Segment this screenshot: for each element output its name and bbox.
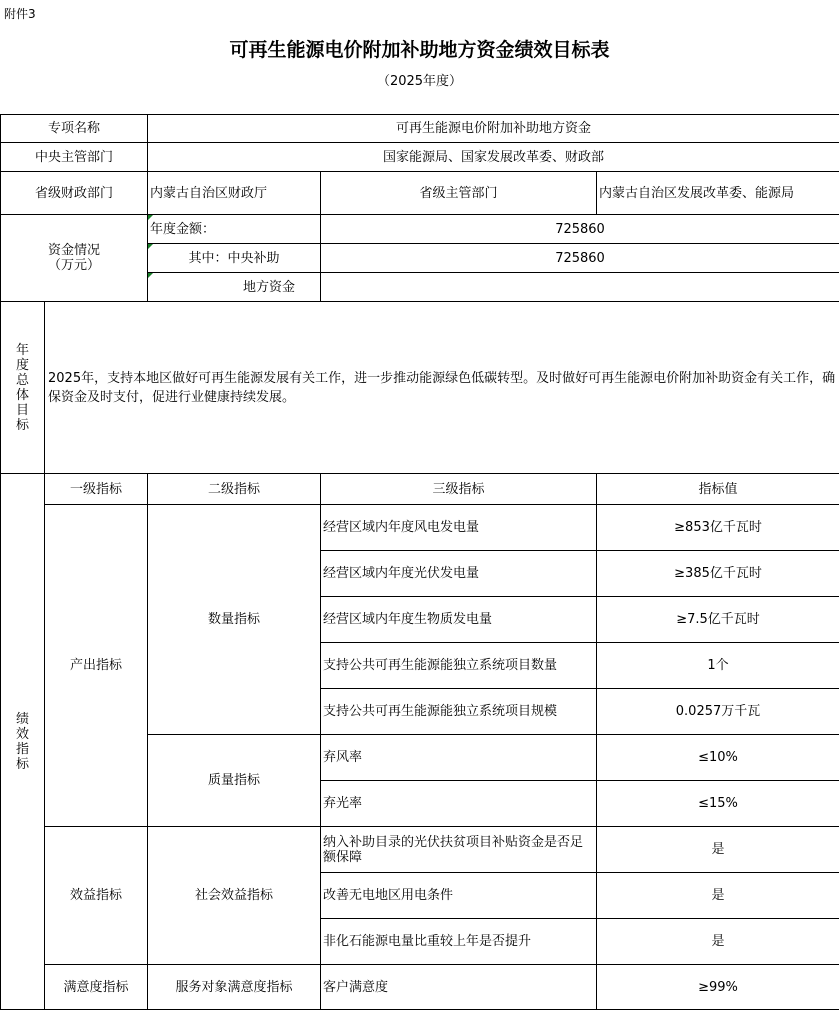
perf-char: 绩 <box>15 711 29 727</box>
goal-char: 目 <box>15 402 29 418</box>
quantity-indicator: 数量指标 <box>148 505 321 735</box>
project-name-label: 专项名称 <box>1 115 148 143</box>
funds-label-line1: 资金情况 <box>48 243 101 258</box>
central-dept-label: 中央主管部门 <box>1 143 148 172</box>
output-indicator: 产出指标 <box>45 505 148 827</box>
indicator-value: ≥385亿千瓦时 <box>597 551 839 597</box>
indicator-value: ≥99% <box>597 965 839 1010</box>
central-dept-value: 国家能源局、国家发展改革委、财政部 <box>148 143 839 172</box>
indicator-name: 支持公共可再生能源能独立系统项目规模 <box>321 689 597 735</box>
social-benefit-indicator: 社会效益指标 <box>148 827 321 965</box>
page-title: 可再生能源电价附加补助地方资金绩效目标表 <box>229 39 610 61</box>
performance-target-table <box>0 114 839 1010</box>
indicator-name: 纳入补助目录的光伏扶贫项目补贴资金是否足额保障 <box>321 827 597 873</box>
indicator-value: ≥853亿千瓦时 <box>597 505 839 551</box>
indicator-value: 是 <box>597 827 839 873</box>
performance-label <box>1 474 45 1010</box>
central-subsidy-value: 725860 <box>321 244 839 273</box>
satisfaction-indicator: 满意度指标 <box>45 965 148 1010</box>
indicator-value: ≥7.5亿千瓦时 <box>597 597 839 643</box>
goal-char: 总 <box>15 372 29 388</box>
indicator-value: 是 <box>597 873 839 919</box>
indicator-value: 0.0257万千瓦 <box>597 689 839 735</box>
header-level1: 一级指标 <box>45 474 148 505</box>
goal-char: 度 <box>15 357 29 373</box>
indicator-value: 是 <box>597 919 839 965</box>
page-year: （2025年度） <box>376 74 463 89</box>
funds-label <box>1 215 148 302</box>
prov-finance-label: 省级财政部门 <box>1 172 148 215</box>
indicator-name: 支持公共可再生能源能独立系统项目数量 <box>321 643 597 689</box>
indicator-value: 1个 <box>597 643 839 689</box>
indicator-name: 改善无电地区用电条件 <box>321 873 597 919</box>
indicator-name: 非化石能源电量比重较上年是否提升 <box>321 919 597 965</box>
local-funds-label: 地方资金 <box>148 273 321 302</box>
benefit-indicator: 效益指标 <box>45 827 148 965</box>
indicator-name: 弃风率 <box>321 735 597 781</box>
header-level2: 二级指标 <box>148 474 321 505</box>
prov-dept-value: 内蒙古自治区发展改革委、能源局 <box>597 172 839 215</box>
prov-dept-label: 省级主管部门 <box>321 172 597 215</box>
indicator-name: 弃光率 <box>321 781 597 827</box>
central-subsidy-label: 其中：中央补助 <box>148 244 321 273</box>
goal-char: 年 <box>15 342 29 358</box>
goal-char: 标 <box>15 417 29 433</box>
annual-amount-value: 725860 <box>321 215 839 244</box>
indicator-value: ≤15% <box>597 781 839 827</box>
funds-label-line2: （万元） <box>48 258 101 273</box>
prov-finance-value: 内蒙古自治区财政厅 <box>148 172 321 215</box>
annual-goal-label <box>1 302 45 474</box>
annex-label: 附件3 <box>4 7 36 21</box>
header-value: 指标值 <box>597 474 839 505</box>
goal-char: 体 <box>15 387 29 403</box>
indicator-name: 经营区域内年度光伏发电量 <box>321 551 597 597</box>
indicator-name: 客户满意度 <box>321 965 597 1010</box>
indicator-name: 经营区域内年度风电发电量 <box>321 505 597 551</box>
perf-char: 标 <box>15 756 29 772</box>
quality-indicator: 质量指标 <box>148 735 321 827</box>
annual-goal-text: 2025年，支持本地区做好可再生能源发展有关工作，进一步推动能源绿色低碳转型。及时做好可再生能源电价附加补助资金有关工作，确保资金及时支付，促进行业健康持续发展。 <box>45 302 839 474</box>
indicator-name: 经营区域内年度生物质发电量 <box>321 597 597 643</box>
indicator-value: ≤10% <box>597 735 839 781</box>
annual-amount-label: 年度金额： <box>148 215 321 244</box>
project-name-value: 可再生能源电价附加补助地方资金 <box>148 115 839 143</box>
local-funds-value <box>321 273 839 302</box>
service-satisfaction-indicator: 服务对象满意度指标 <box>148 965 321 1010</box>
perf-char: 指 <box>15 741 29 757</box>
perf-char: 效 <box>15 726 29 742</box>
header-level3: 三级指标 <box>321 474 597 505</box>
